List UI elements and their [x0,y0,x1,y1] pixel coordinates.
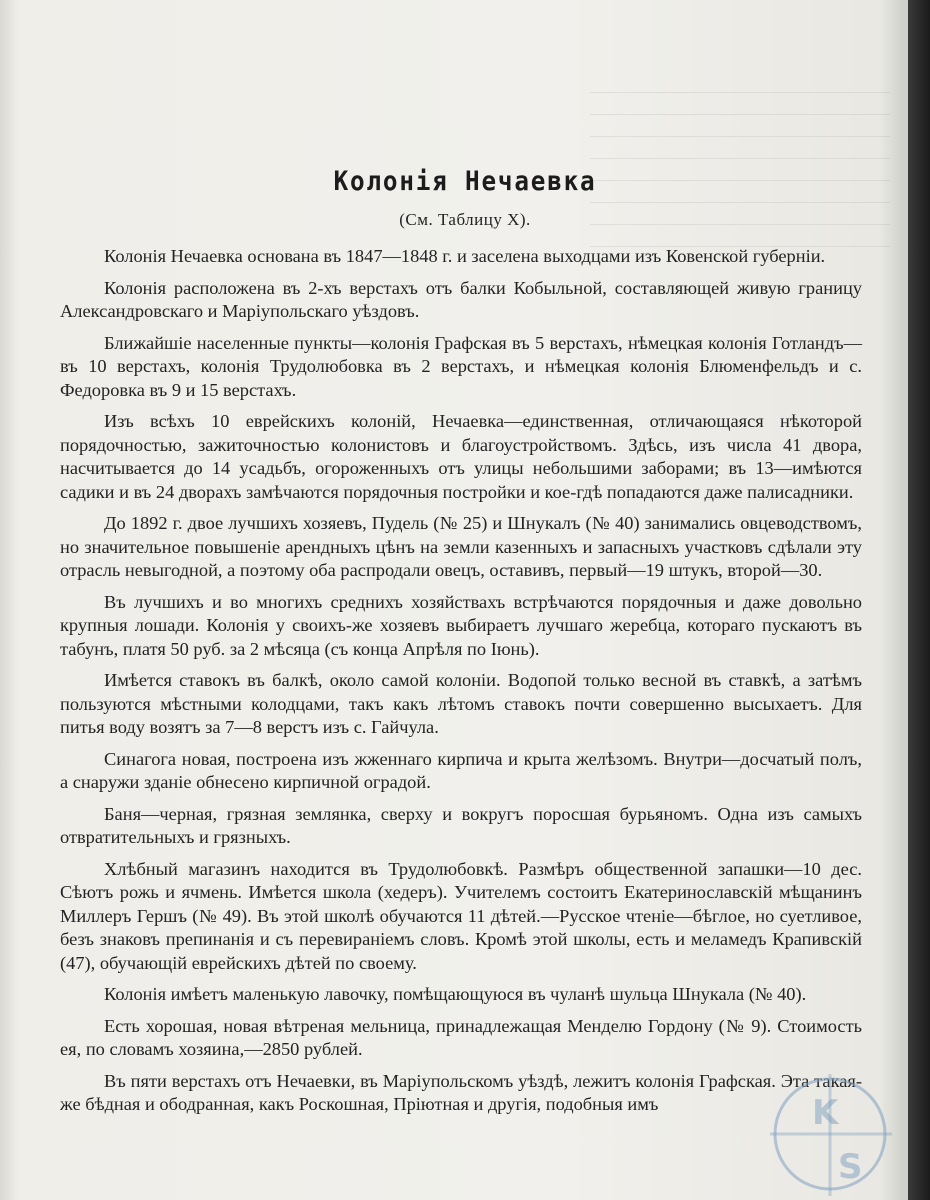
document-title: Колонія Нечаевка [333,166,597,197]
paragraph: Въ лучшихъ и во многихъ среднихъ хозяйствахъ встрѣчаются порядочныя и даже довольно крупныя лошади. Колонія у своихъ-же хозяевъ выбираетъ лучшаго жеребца, котораго пускаютъ въ табунъ, платя 50 руб. за 2 мѣсяца (съ конца Апрѣля по Іюнь). [60,591,862,659]
paragraph: Синагога новая, построена изъ жженнаго кирпича и крыта желѣзомъ. Внутри—досчатый полъ, а снаружи зданіе обнесено кирпичной оградой. [60,748,862,792]
document-header [0,166,930,197]
document-subtitle: (См. Таблицу X). [399,210,531,229]
paragraph: Колонія Нечаевка основана въ 1847—1848 г. и заселена выходцами изъ Ковенской губерніи. [104,246,826,266]
paragraph: Въ пяти верстахъ отъ Нечаевки, въ Маріупольскомъ уѣздѣ, лежитъ колонія Графская. Эта такая-же бѣдная и ободранная, какъ Роскошная, Пріютная и другія, подобныя имъ [60,1070,862,1114]
paragraph: Колонія имѣетъ маленькую лавочку, помѣщающуюся въ чуланѣ шульца Шнукала (№ 40). [104,984,807,1004]
document-body [60,245,862,1125]
page-edge-shadow [908,0,930,1200]
paragraph: До 1892 г. двое лучшихъ хозяевъ, Пудель (№ 25) и Шнукалъ (№ 40) занимались овцеводствомъ, но значительное повышеніе арендныхъ цѣнъ на земли казенныхъ и запасныхъ участковъ сдѣлали эту отрасль невыгодной, а поэтому оба распродали овецъ, оставивъ, первый—19 штукъ, второй—30. [60,513,862,580]
paragraph: Ближайшіе населенные пункты—колонія Графская въ 5 верстахъ, нѣмецкая колонія Готландъ—въ 10 верстахъ, колонія Трудолюбовка въ 2 верстахъ, и нѣмецкая колонія Блюменфельдъ и с. Федоровка въ 9 и 15 верстахъ. [60,332,862,400]
library-stamp-icon [768,1070,898,1200]
paragraph: Колонія расположена въ 2-хъ верстахъ отъ балки Кобыльной, составляющей живую границу Александровскаго и Маріупольскаго уѣздовъ. [60,277,862,321]
stamp-letter: K [812,1093,839,1133]
stamp-letter: S [838,1147,863,1187]
paragraph: Хлѣбный магазинъ находится въ Трудолюбовкѣ. Размѣръ общественной запашки—10 дес. Сѣютъ рожь и ячмень. Имѣется школа (хедеръ). Учителемъ состоитъ Екатеринославскій мѣщанинъ Миллеръ Гершъ (№ 49). Въ этой школѣ обучаются 11 дѣтей.—Русское чтеніе—бѣглое, но суетливое, безъ знаковъ препинанія и съ перевираніемъ словъ. Кромѣ этой школы, есть и меламедъ Крапивскій (47), обучающій еврейскихъ дѣтей по своему. [60,858,862,973]
paragraph: Есть хорошая, новая вѣтреная мельница, принадлежащая Менделю Гордону (№ 9). Стоимость ея, по словамъ хозяина,—2850 рублей. [60,1015,862,1059]
paragraph: Изъ всѣхъ 10 еврейскихъ колоній, Нечаевка—единственная, отличающаяся нѣкоторой порядочностью, зажиточностью колонистовъ и благоустройствомъ. Здѣсь, изъ числа 41 двора, насчитывается до 14 усадьбъ, огороженныхъ отъ улицы небольшими заборами; въ 13—имѣются садики и въ 24 дворахъ замѣчаются порядочныя постройки и кое-гдѣ попадаются даже палисадники. [60,411,862,502]
paragraph: Баня—черная, грязная землянка, сверху и вокругъ поросшая бурьяномъ. Одна изъ самыхъ отвратительныхъ и грязныхъ. [60,803,862,847]
paragraph: Имѣется ставокъ въ балкѣ, около самой колоніи. Водопой только весной въ ставкѣ, а затѣмъ пользуются мѣстными колодцами, такъ какъ лѣтомъ ставокъ почти совершенно высыхаетъ. Для питья воду возятъ за 7—8 верстъ изъ с. Гайчула. [60,670,862,737]
